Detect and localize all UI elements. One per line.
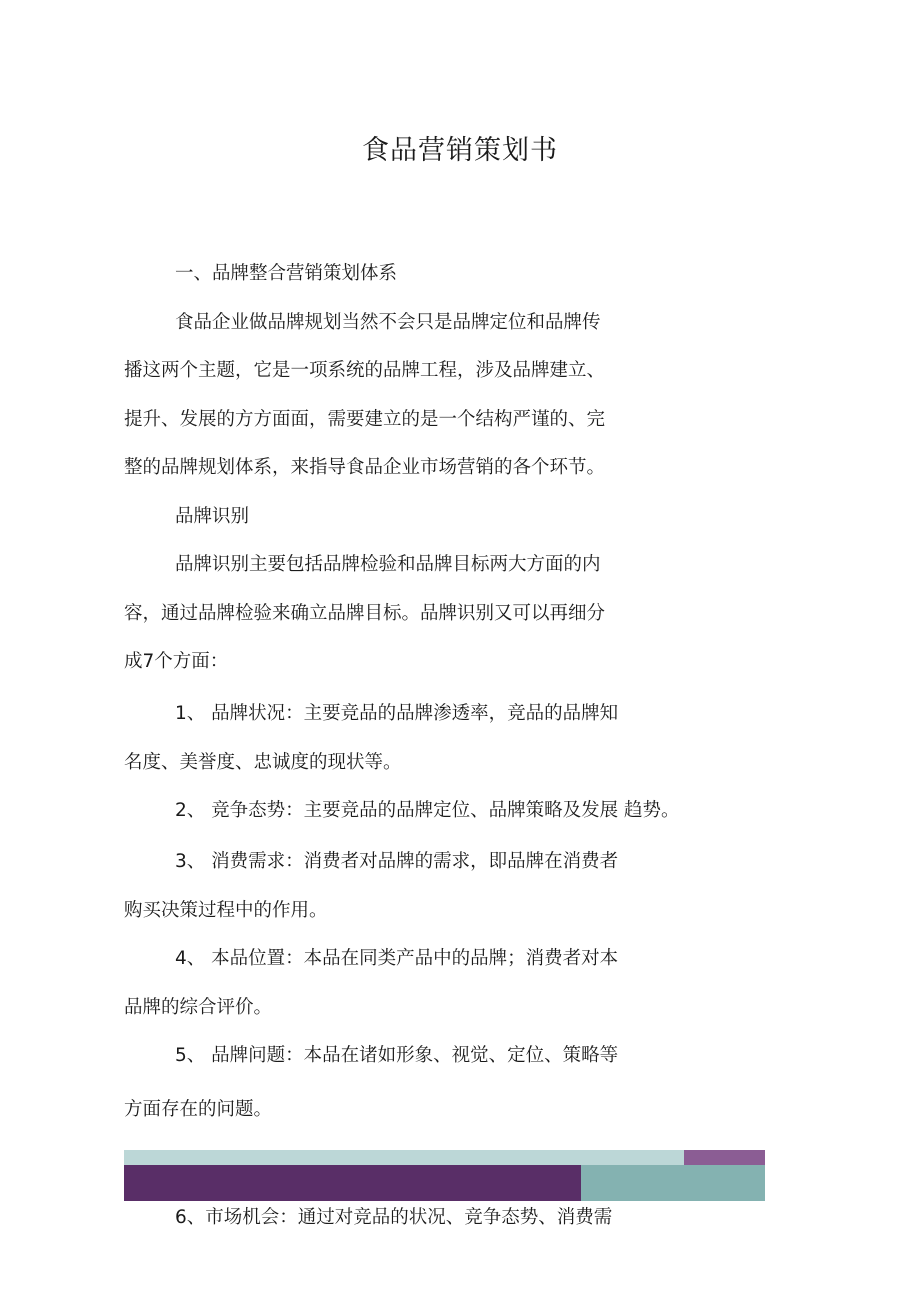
list-item-line: 6、市场机会：通过对竞品的状况、竞争态势、消费需 <box>175 1207 613 1228</box>
list-item-line: 品牌的综合评价。 <box>124 997 273 1018</box>
document-title: 食品营销策划书 <box>362 135 558 166</box>
decorative-band-teal <box>581 1165 765 1201</box>
list-item-line: 2、 竞争态势：主要竞品的品牌定位、品牌策略及发展 趋势。 <box>175 800 680 821</box>
list-item-line: 1、 品牌状况：主要竞品的品牌渗透率，竞品的品牌知 <box>175 703 619 724</box>
paragraph-line: 容，通过品牌检验来确立品牌目标。品牌识别又可以再细分 <box>124 603 606 624</box>
paragraph-line: 食品企业做品牌规划当然不会只是品牌定位和品牌传 <box>175 312 601 333</box>
decorative-band-light <box>124 1150 684 1165</box>
list-item-line: 3、 消费需求：消费者对品牌的需求，即品牌在消费者 <box>175 851 619 872</box>
paragraph-line: 品牌识别主要包括品牌检验和品牌目标两大方面的内 <box>175 554 601 575</box>
section-heading: 一、品牌整合营销策划体系 <box>175 263 398 284</box>
paragraph-line: 成7个方面： <box>124 651 229 672</box>
decorative-band-purple-light <box>684 1150 765 1165</box>
list-item-line: 方面存在的问题。 <box>124 1099 273 1120</box>
list-item-line: 购买决策过程中的作用。 <box>124 900 328 921</box>
paragraph-line: 提升、发展的方方面面，需要建立的是一个结构严谨的、完 <box>124 409 606 430</box>
list-item-line: 名度、美誉度、忠诚度的现状等。 <box>124 752 402 773</box>
subsection-heading: 品牌识别 <box>175 506 250 527</box>
paragraph-line: 整的品牌规划体系，来指导食品企业市场营销的各个环节。 <box>124 457 606 478</box>
list-item-line: 5、 品牌问题：本品在诸如形象、视觉、定位、策略等 <box>175 1045 619 1066</box>
decorative-band-purple-dark <box>124 1165 581 1201</box>
paragraph-line: 播这两个主题，它是一项系统的品牌工程，涉及品牌建立、 <box>124 360 606 381</box>
list-item-line: 4、 本品位置：本品在同类产品中的品牌；消费者对本 <box>175 948 619 969</box>
